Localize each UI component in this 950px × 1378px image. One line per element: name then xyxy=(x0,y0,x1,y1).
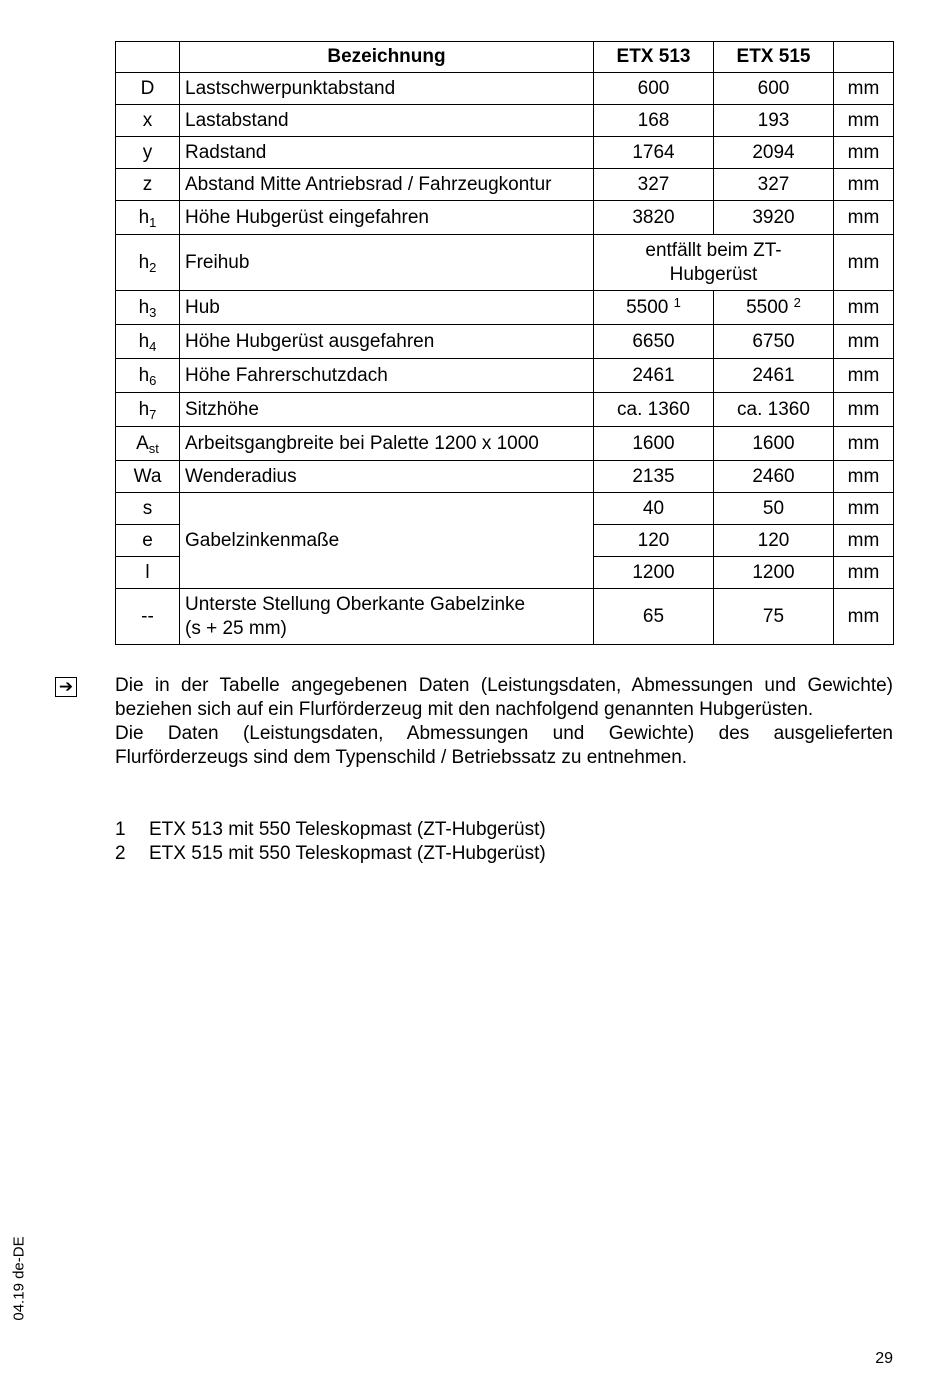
row-symbol: e xyxy=(116,525,180,557)
row-value-etx515: 2461 xyxy=(714,359,834,393)
table-row xyxy=(116,169,894,201)
row-value-etx515: ca. 1360 xyxy=(714,393,834,427)
row-description: Lastabstand xyxy=(180,105,594,137)
header-desc: Bezeichnung xyxy=(180,42,594,73)
row-value-etx513: 168 xyxy=(594,105,714,137)
row-value-etx515: 2094 xyxy=(714,137,834,169)
row-symbol: $h_6$ xyxy=(116,359,180,393)
symbol-subscript: 2 xyxy=(149,259,157,275)
revision-label: 04.19 de-DE xyxy=(10,1236,28,1321)
row-description: Lastschwerpunktabstand xyxy=(180,73,594,105)
row-symbol: z xyxy=(116,169,180,201)
row-value-etx513: 600 xyxy=(594,73,714,105)
row-symbol: x xyxy=(116,105,180,137)
row-description: Abstand Mitte Antriebsrad / Fahrzeugkontur xyxy=(180,169,594,201)
table-row xyxy=(116,359,894,393)
row-unit: mm xyxy=(834,137,894,169)
row-description: Arbeitsgangbreite bei Palette 1200 x 1000 xyxy=(180,427,594,461)
table-row xyxy=(116,325,894,359)
footnotes xyxy=(115,818,546,866)
arrow-right-icon: ➔ xyxy=(55,677,77,697)
row-value-etx515: 50 xyxy=(714,493,834,525)
row-symbol: $h_3$ xyxy=(116,291,180,325)
row-value-etx513: 1200 xyxy=(594,557,714,589)
row-unit: mm xyxy=(834,201,894,235)
row-description-line: (s + 25 mm) xyxy=(185,617,287,639)
row-symbol: y xyxy=(116,137,180,169)
row-value-etx515: 2460 xyxy=(714,461,834,493)
row-unit: mm xyxy=(834,73,894,105)
row-symbol: -- xyxy=(116,589,180,645)
row-value-etx513: 2461 xyxy=(594,359,714,393)
footnote-text: ETX 513 mit 550 Teleskopmast (ZT-Hubgerüst) xyxy=(149,819,546,840)
row-description: Sitzhöhe xyxy=(180,393,594,427)
table-row xyxy=(116,73,894,105)
row-symbol: $h_1$ xyxy=(116,201,180,235)
symbol-subscript: 1 xyxy=(149,214,157,230)
row-symbol: $A_{st}$ xyxy=(116,427,180,461)
row-value-etx515: 1200 xyxy=(714,557,834,589)
table-row xyxy=(116,493,894,525)
table-header-row xyxy=(116,42,894,73)
row-value-etx515: 6750 xyxy=(714,325,834,359)
table-row xyxy=(116,105,894,137)
table-row xyxy=(116,137,894,169)
row-value-etx515: 1600 xyxy=(714,427,834,461)
row-value-etx515: 600 xyxy=(714,73,834,105)
symbol-subscript: 3 xyxy=(149,304,157,320)
row-value-etx513: 2135 xyxy=(594,461,714,493)
table-row xyxy=(116,461,894,493)
row-symbol: l xyxy=(116,557,180,589)
header-sym xyxy=(116,42,180,73)
row-unit: mm xyxy=(834,291,894,325)
page-number: 29 xyxy=(875,1350,893,1367)
row-value-etx513: 6650 xyxy=(594,325,714,359)
symbol-subscript: 7 xyxy=(149,406,157,422)
note-paragraph: Die Daten (Leistungsdaten, Abmessungen und Gewichte) des ausgelieferten Flurförderzeugs sind dem Typenschild / Betriebssatz zu entnehmen. xyxy=(115,723,893,768)
row-description: Gabelzinkenmaße xyxy=(180,493,594,589)
row-unit: mm xyxy=(834,359,894,393)
row-value-etx513: 3820 xyxy=(594,201,714,235)
row-unit: mm xyxy=(834,525,894,557)
table-row xyxy=(116,201,894,235)
row-unit: mm xyxy=(834,589,894,645)
row-symbol: $h_7$ xyxy=(116,393,180,427)
footnote xyxy=(115,818,546,842)
row-description xyxy=(180,589,594,645)
header-unit xyxy=(834,42,894,73)
row-symbol: $h_4$ xyxy=(116,325,180,359)
footnote xyxy=(115,842,546,866)
row-unit: mm xyxy=(834,427,894,461)
spec-table xyxy=(115,41,894,645)
symbol-subscript: st xyxy=(148,440,159,456)
table-row xyxy=(116,235,894,291)
row-symbol: D xyxy=(116,73,180,105)
row-description: Höhe Fahrerschutzdach xyxy=(180,359,594,393)
footnote-number: 2 xyxy=(115,843,126,864)
row-value-etx515: 120 xyxy=(714,525,834,557)
row-value-etx513: 1764 xyxy=(594,137,714,169)
table-row xyxy=(116,427,894,461)
row-value-etx513: 5500 $^1$ xyxy=(594,291,714,325)
symbol-subscript: 4 xyxy=(149,338,157,354)
row-unit: mm xyxy=(834,461,894,493)
row-unit: mm xyxy=(834,393,894,427)
row-description: Radstand xyxy=(180,137,594,169)
row-description: Freihub xyxy=(180,235,594,291)
table-row xyxy=(116,393,894,427)
footnote-ref: 2 xyxy=(793,294,801,310)
row-value-etx513: ca. 1360 xyxy=(594,393,714,427)
note-paragraph: Die in der Tabelle angegebenen Daten (Leistungsdaten, Abmessungen und Gewichte) beziehen sich auf ein Flurförderzeug mit den nachfolgend genannten Hubgerüsten. xyxy=(115,675,893,720)
footnote-text: ETX 515 mit 550 Teleskopmast (ZT-Hubgerüst) xyxy=(149,843,546,864)
row-unit: mm xyxy=(834,557,894,589)
header-col2: ETX 515 xyxy=(714,42,834,73)
row-unit: mm xyxy=(834,235,894,291)
row-unit: mm xyxy=(834,325,894,359)
header-col1: ETX 513 xyxy=(594,42,714,73)
row-description: Höhe Hubgerüst ausgefahren xyxy=(180,325,594,359)
row-value-etx515: 3920 xyxy=(714,201,834,235)
row-value-etx515: 327 xyxy=(714,169,834,201)
footnote-ref: 1 xyxy=(673,294,681,310)
row-value-etx515: 5500 $^2$ xyxy=(714,291,834,325)
row-unit: mm xyxy=(834,105,894,137)
row-description: Hub xyxy=(180,291,594,325)
row-value-etx515: 193 xyxy=(714,105,834,137)
row-value-etx513: 65 xyxy=(594,589,714,645)
note-text xyxy=(115,674,893,770)
table-row xyxy=(116,291,894,325)
symbol-subscript: 6 xyxy=(149,372,157,388)
row-description-line: Unterste Stellung Oberkante Gabelzinke xyxy=(185,593,526,615)
table-row xyxy=(116,589,894,645)
footnote-number: 1 xyxy=(115,819,126,840)
row-merged-value: entfällt beim ZT-Hubgerüst xyxy=(594,235,834,291)
row-unit: mm xyxy=(834,169,894,201)
row-value-etx513: 327 xyxy=(594,169,714,201)
row-symbol: $h_2$ xyxy=(116,235,180,291)
row-symbol: Wa xyxy=(116,461,180,493)
row-description: Höhe Hubgerüst eingefahren xyxy=(180,201,594,235)
row-value-etx515: 75 xyxy=(714,589,834,645)
row-value-etx513: 120 xyxy=(594,525,714,557)
row-value-etx513: 1600 xyxy=(594,427,714,461)
row-value-etx513: 40 xyxy=(594,493,714,525)
row-symbol: s xyxy=(116,493,180,525)
row-unit: mm xyxy=(834,493,894,525)
row-description: Wenderadius xyxy=(180,461,594,493)
